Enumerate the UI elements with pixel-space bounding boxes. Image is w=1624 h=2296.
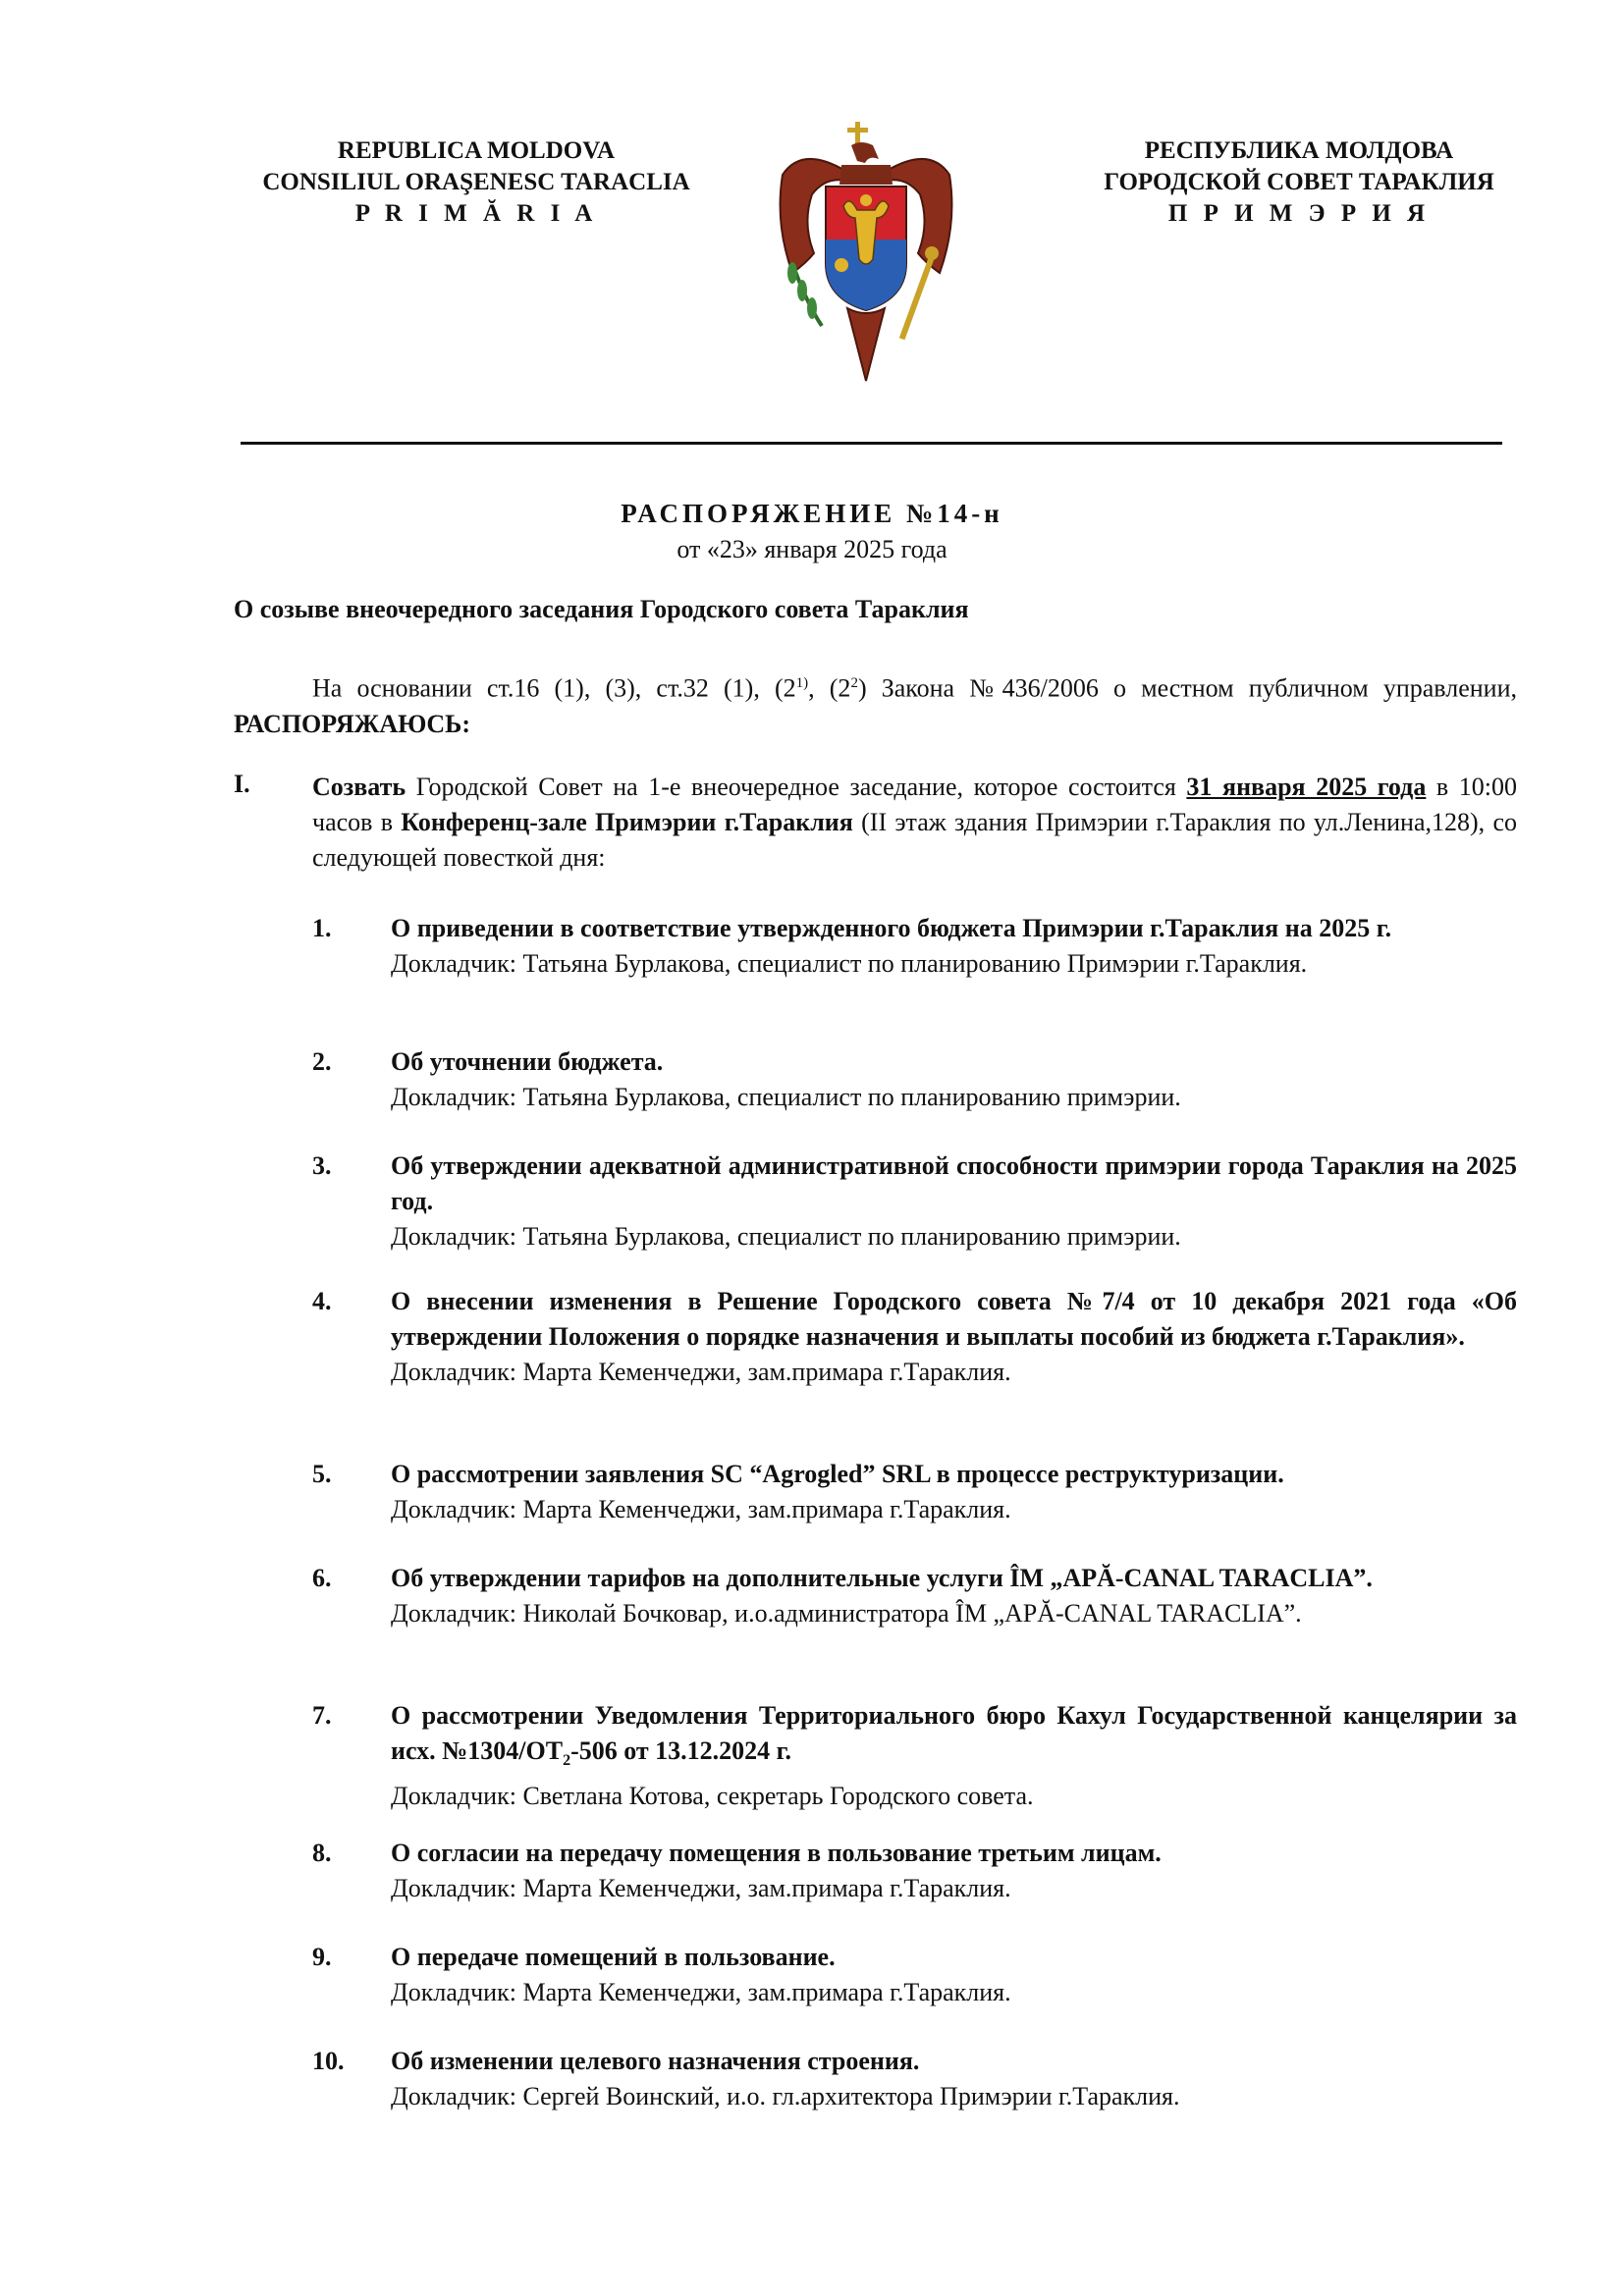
order-word: РАСПОРЯЖАЮСЬ: xyxy=(234,709,471,738)
agenda-item xyxy=(312,2044,1517,2114)
document-subject: О созыве внеочередного заседания Городского совета Тараклия xyxy=(234,595,969,623)
agenda-item-title-text: -506 от 13.12.2024 г. xyxy=(570,1736,792,1765)
agenda-item-number: 2. xyxy=(312,1047,332,1076)
agenda-item-number: 9. xyxy=(312,1943,332,1971)
agenda-item-reporter: Докладчик: Татьяна Бурлакова, специалист по планированию Примэрии г.Тараклия. xyxy=(391,949,1308,978)
agenda-item-title xyxy=(391,1698,1517,1779)
agenda-item xyxy=(312,1457,1517,1527)
agenda-item xyxy=(312,1836,1517,1906)
header-left-office: P R I M Ă R I A xyxy=(354,200,598,227)
header-right-council: ГОРОДСКОЙ СОВЕТ ТАРАКЛИЯ xyxy=(1104,169,1494,195)
agenda-item-title-subscript: 2 xyxy=(563,1752,571,1770)
agenda-item-reporter: Докладчик: Николай Бочковар, и.о.администратора ÎM „APĂ-CANAL TARACLIA”. xyxy=(391,1599,1302,1628)
agenda-item-number: 6. xyxy=(312,1564,332,1592)
agenda-item xyxy=(312,1940,1517,2010)
header-left-block xyxy=(201,135,751,230)
agenda-item-title: О внесении изменения в Решение Городского совета №7/4 от 10 декабря 2021 года «Об утверждении Положения о порядке назначения и выплаты пособий из бюджета г.Тараклия». xyxy=(391,1287,1517,1351)
agenda-item xyxy=(312,1044,1517,1115)
coat-of-arms-icon xyxy=(763,116,969,391)
preamble-text: ) Закона №436/2006 о местном публичном управлении, xyxy=(857,673,1517,703)
agenda-item-reporter: Докладчик: Сергей Воинский, и.о. гл.архитектора Примэрии г.Тараклия. xyxy=(391,2082,1180,2110)
agenda-item xyxy=(312,1698,1517,1814)
agenda-item-title: Об изменении целевого назначения строения. xyxy=(391,2047,920,2075)
document-title: РАСПОРЯЖЕНИЕ №14-н xyxy=(621,499,1003,528)
agenda-item-reporter: Докладчик: Татьяна Бурлакова, специалист по планированию примэрии. xyxy=(391,1222,1181,1251)
agenda-item xyxy=(312,1561,1517,1631)
header-left-council: CONSILIUL ORAŞENESC TARACLIA xyxy=(262,169,690,195)
header-right-block xyxy=(1063,135,1535,230)
document-date: от «23» января 2025 года xyxy=(677,535,947,563)
agenda-item-reporter: Докладчик: Марта Кеменчеджи, зам.примара г.Тараклия. xyxy=(391,1358,1011,1386)
agenda-item-number: 8. xyxy=(312,1839,332,1867)
convene-word: Созвать xyxy=(312,773,406,801)
agenda-item-number: 7. xyxy=(312,1701,332,1730)
preamble-superscript: 1) xyxy=(795,675,809,691)
header-divider xyxy=(241,442,1502,445)
agenda-item-reporter: Докладчик: Светлана Котова, секретарь Городского совета. xyxy=(391,1782,1034,1811)
agenda-item-reporter: Докладчик: Марта Кеменчеджи, зам.примара г.Тараклия. xyxy=(391,1495,1011,1523)
agenda-item xyxy=(312,911,1517,982)
agenda-item-title: О согласии на передачу помещения в пользование третьим лицам. xyxy=(391,1839,1162,1867)
header-right-country: РЕСПУБЛИКА МОЛДОВА xyxy=(1144,137,1454,164)
agenda-item-reporter: Докладчик: Марта Кеменчеджи, зам.примара г.Тараклия. xyxy=(391,1874,1011,1902)
agenda-item-title: О передаче помещений в пользование. xyxy=(391,1943,836,1971)
agenda-item xyxy=(312,1284,1517,1390)
agenda-item-title: Об утверждении тарифов на дополнительные услуги ÎM „APĂ-CANAL TARACLIA”. xyxy=(391,1564,1373,1592)
meeting-venue: Конференц-зале Примэрии г.Тараклия xyxy=(401,808,853,836)
preamble-text: , (2 xyxy=(808,673,851,703)
header-left-country: REPUBLICA MOLDOVA xyxy=(337,137,616,164)
agenda-item-number: 5. xyxy=(312,1460,332,1488)
agenda-item-reporter: Докладчик: Марта Кеменчеджи, зам.примара г.Тараклия. xyxy=(391,1978,1011,2006)
meeting-date: 31 января 2025 года xyxy=(1186,773,1427,801)
agenda-item-title-text: О рассмотрении Уведомления Территориального бюро Кахул Государственной канцелярии за исх. №1304/OT xyxy=(391,1701,1517,1765)
section-text: (II этаж здания Примэрии г.Тараклия по ул.Ленина,128), со следующей повесткой дня: xyxy=(312,808,1517,872)
agenda-item-number: 4. xyxy=(312,1287,332,1315)
agenda-item-title: О приведении в соответствие утвержденного бюджета Примэрии г.Тараклия на 2025 г. xyxy=(391,914,1392,942)
agenda-item-number: 3. xyxy=(312,1151,332,1180)
agenda-item-title: Об утверждении адекватной административной способности примэрии города Тараклия на 2025 год. xyxy=(391,1151,1517,1215)
agenda-item-title: О рассмотрении заявления SC “Agrogled” SRL в процессе реструктуризации. xyxy=(391,1460,1284,1488)
agenda-item-title: Об уточнении бюджета. xyxy=(391,1047,664,1076)
section-paragraph xyxy=(312,770,1517,876)
preamble-text: На основании ст.16 (1), (3), ст.32 (1), (2 xyxy=(312,673,796,703)
agenda-item xyxy=(312,1148,1517,1255)
preamble-superscript: 2 xyxy=(850,675,858,691)
preamble-paragraph xyxy=(234,666,1517,742)
header-right-office: П Р И М Э Р И Я xyxy=(1167,200,1431,227)
section-number: I. xyxy=(234,770,250,798)
agenda-item-reporter: Докладчик: Татьяна Бурлакова, специалист по планированию примэрии. xyxy=(391,1083,1181,1111)
section-text: Городской Совет на 1-е внеочередное заседание, которое состоится xyxy=(406,773,1187,801)
agenda-item-number: 1. xyxy=(312,914,332,942)
agenda-item-number: 10. xyxy=(312,2047,345,2075)
section-text: в 10:00 часов в xyxy=(312,773,1518,836)
